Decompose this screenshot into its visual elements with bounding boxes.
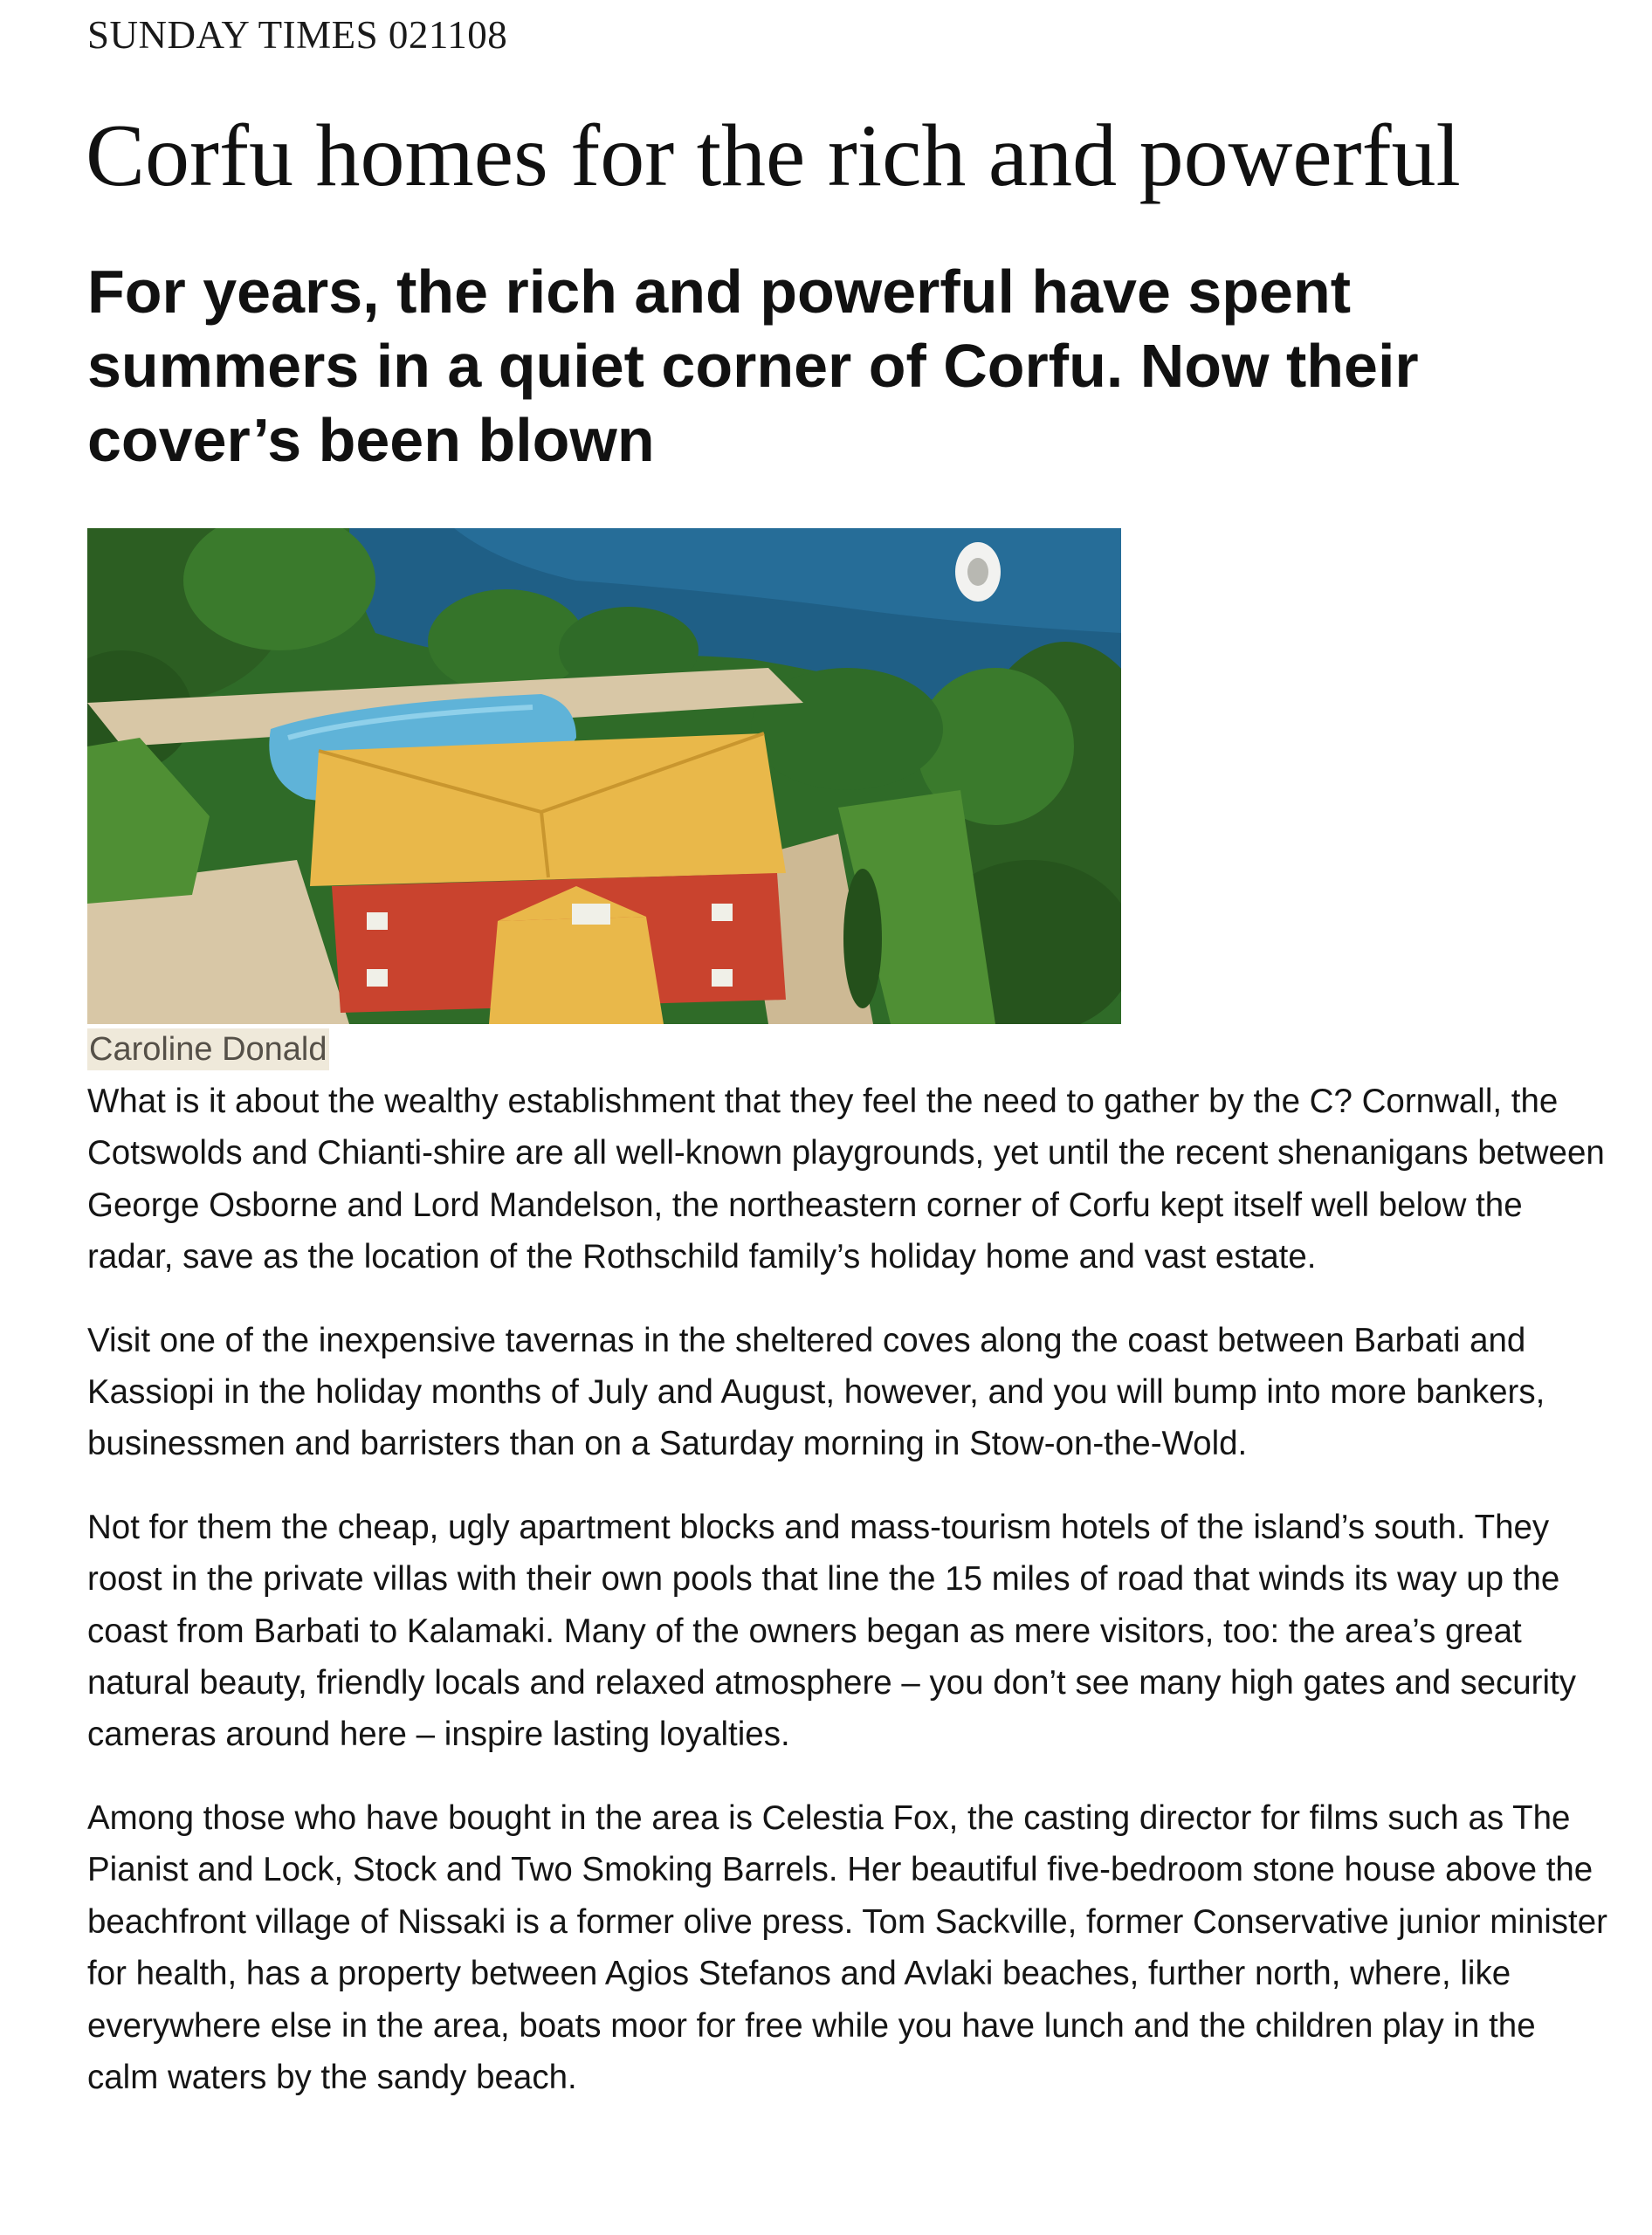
- body-paragraph-2: Visit one of the inexpensive tavernas in the sheltered coves along the coast between Barbati and Kassiopi in the holiday months of July and August, however, and you will bump into more bankers, businessmen and barristers than on a Saturday morning in Stow-on-the-Wold.: [87, 1321, 1545, 1463]
- article-standfirst: For years, the rich and powerful have spent summers in a quiet corner of Corfu. Now their cover’s been blown: [87, 258, 1419, 474]
- body-paragraph-4: Among those who have bought in the area is Celestia Fox, the casting director for films such as The Pianist and Lock, Stock and Two Smoking Barrels. Her beautiful five-bedroom stone house above the beachfront village of Nissaki is a former olive press. Tom Sackville, former Conservative junior minister for health, has a property between Agios Stefanos and Avlaki beaches, further north, where, like everywhere else in the area, boats moor for free while you have lunch and the children play in the calm waters by the sandy beach.: [87, 1798, 1607, 2096]
- byline: Caroline Donald: [87, 1028, 329, 1070]
- body-paragraph-3: Not for them the cheap, ugly apartment blocks and mass-tourism hotels of the island’s south. They roost in the private villas with their own pools that line the 15 miles of road that winds its way up the coast from Barbati to Kalamaki. Many of the owners began as mere visitors, too: the area’s great natural beauty, friendly locals and relaxed atmosphere – you don’t see many high gates and security cameras around here – inspire lasting loyalties.: [87, 1508, 1576, 1754]
- article-photo: [87, 528, 1121, 1024]
- article-body: [87, 1076, 1615, 2135]
- article-headline: Corfu homes for the rich and powerful: [86, 107, 1461, 205]
- body-paragraph-1: What is it about the wealthy establishment that they feel the need to gather by the C? Cornwall, the Cotswolds and Chianti-shire are all well-known playgrounds, yet until the recent shenanigans between George Osborne and Lord Mandelson, the northeastern corner of Corfu kept itself well below the radar, save as the location of the Rothschild family’s holiday home and vast estate.: [87, 1083, 1605, 1276]
- villa-aerial-photo: [87, 528, 1121, 1024]
- masthead: SUNDAY TIMES 021108: [87, 13, 508, 57]
